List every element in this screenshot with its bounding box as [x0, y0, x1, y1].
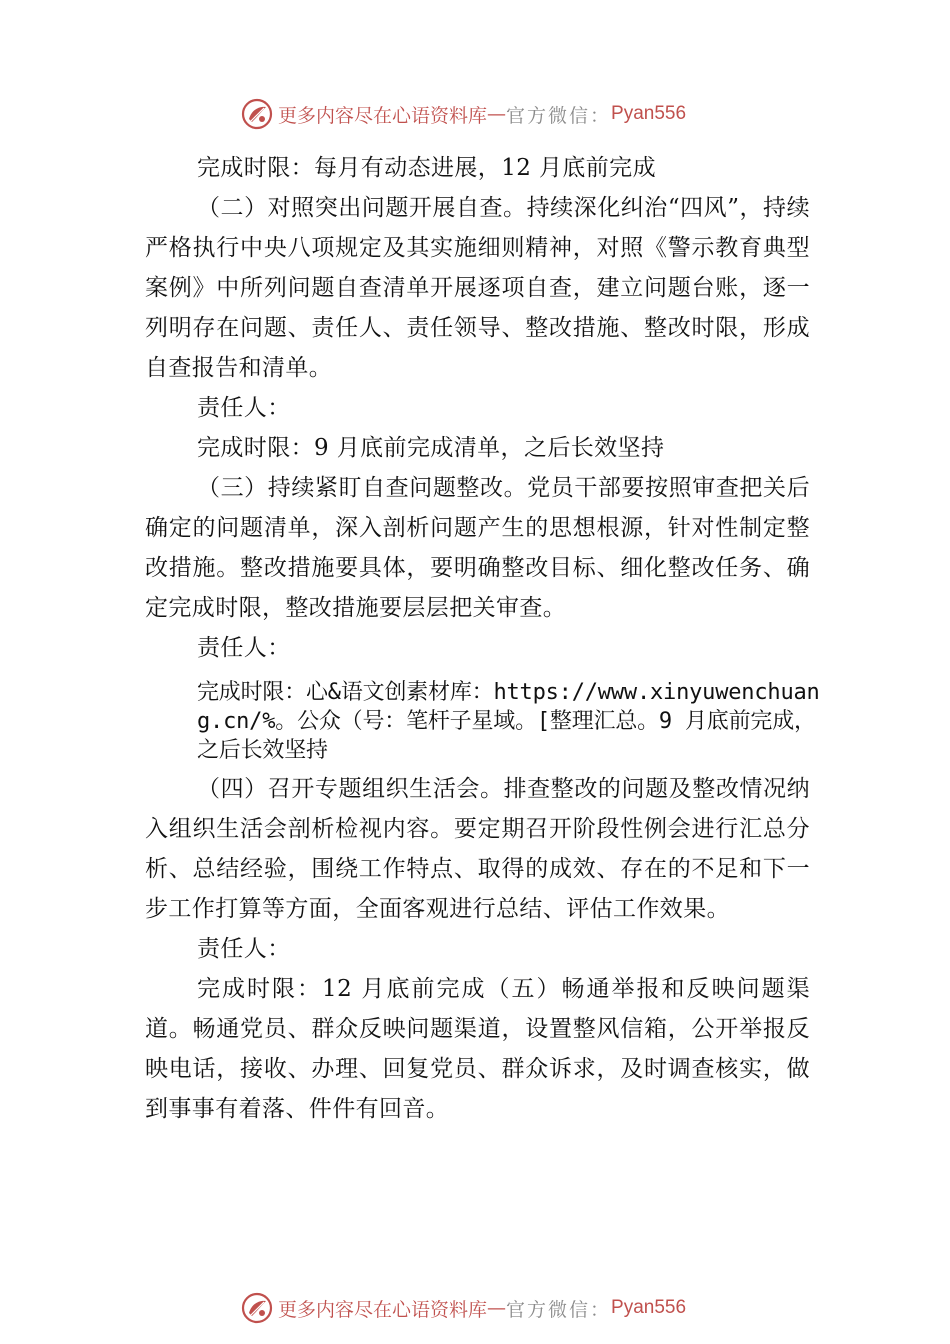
paragraph-deadline-1: 完成时限：每月有动态进展，12 月底前完成 [197, 155, 656, 181]
paragraph-deadline-4: 完成时限：12 月底前完成（五）畅通举报和反映问题渠道。畅通党员、群众反映问题渠道，设置整风信箱，公开举报反映电话，接收、办理、回复党员、群众诉求，及时调查核实，做到事事有着落、件件有回音。 [145, 976, 810, 1122]
brand-logo-icon [240, 1291, 274, 1325]
paragraph-responsible-3: 责任人： [197, 936, 291, 962]
document-body [145, 148, 820, 1129]
paragraph-responsible-1: 责任人： [197, 395, 291, 421]
footer-banner [240, 1290, 686, 1326]
paragraph-section-2: （二）对照突出问题开展自查。持续深化纠治“四风”，持续严格执行中央八项规定及其实施细则精神，对照《警示教育典型案例》中所列问题自查清单开展逐项自查，建立问题台账，逐一列明存在问题、责任人、责任领导、整改措施、整改时限，形成自查报告和清单。 [145, 195, 810, 381]
footer-wechat-id: Pyan556 [611, 1297, 687, 1318]
header-wechat-id: Pyan556 [611, 103, 687, 124]
paragraph-deadline-2: 完成时限：9 月底前完成清单，之后长效坚持 [197, 435, 665, 461]
header-dash: — [487, 103, 507, 125]
header-brand-text: 更多内容尽在心语资料库 [278, 104, 488, 127]
paragraph-deadline-3: 完成时限：心&语文创素材库：https://www.xinyuwenchuang.cn/%。公众（号：笔杆子星域。[整理汇总。9 月底前完成，之后长效坚持 [197, 680, 820, 763]
paragraph-section-3: （三）持续紧盯自查问题整改。党员干部要按照审查把关后确定的问题清单，深入剖析问题产生的思想根源，针对性制定整改措施。整改措施要具体，要明确整改目标、细化整改任务、确定完成时限，整改措施要层层把关审查。 [145, 475, 810, 621]
paragraph-responsible-2: 责任人： [197, 635, 291, 661]
header-sub-text: 官方微信： [506, 104, 612, 127]
footer-sub-text: 官方微信： [506, 1298, 612, 1321]
footer-dash: — [487, 1297, 507, 1319]
brand-logo-icon [240, 97, 274, 131]
header-banner [240, 96, 686, 132]
footer-brand-text: 更多内容尽在心语资料库 [278, 1298, 488, 1321]
paragraph-section-4: （四）召开专题组织生活会。排查整改的问题及整改情况纳入组织生活会剖析检视内容。要定期召开阶段性例会进行汇总分析、总结经验，围绕工作特点、取得的成效、存在的不足和下一步工作打算等方面，全面客观进行总结、评估工作效果。 [145, 776, 810, 922]
